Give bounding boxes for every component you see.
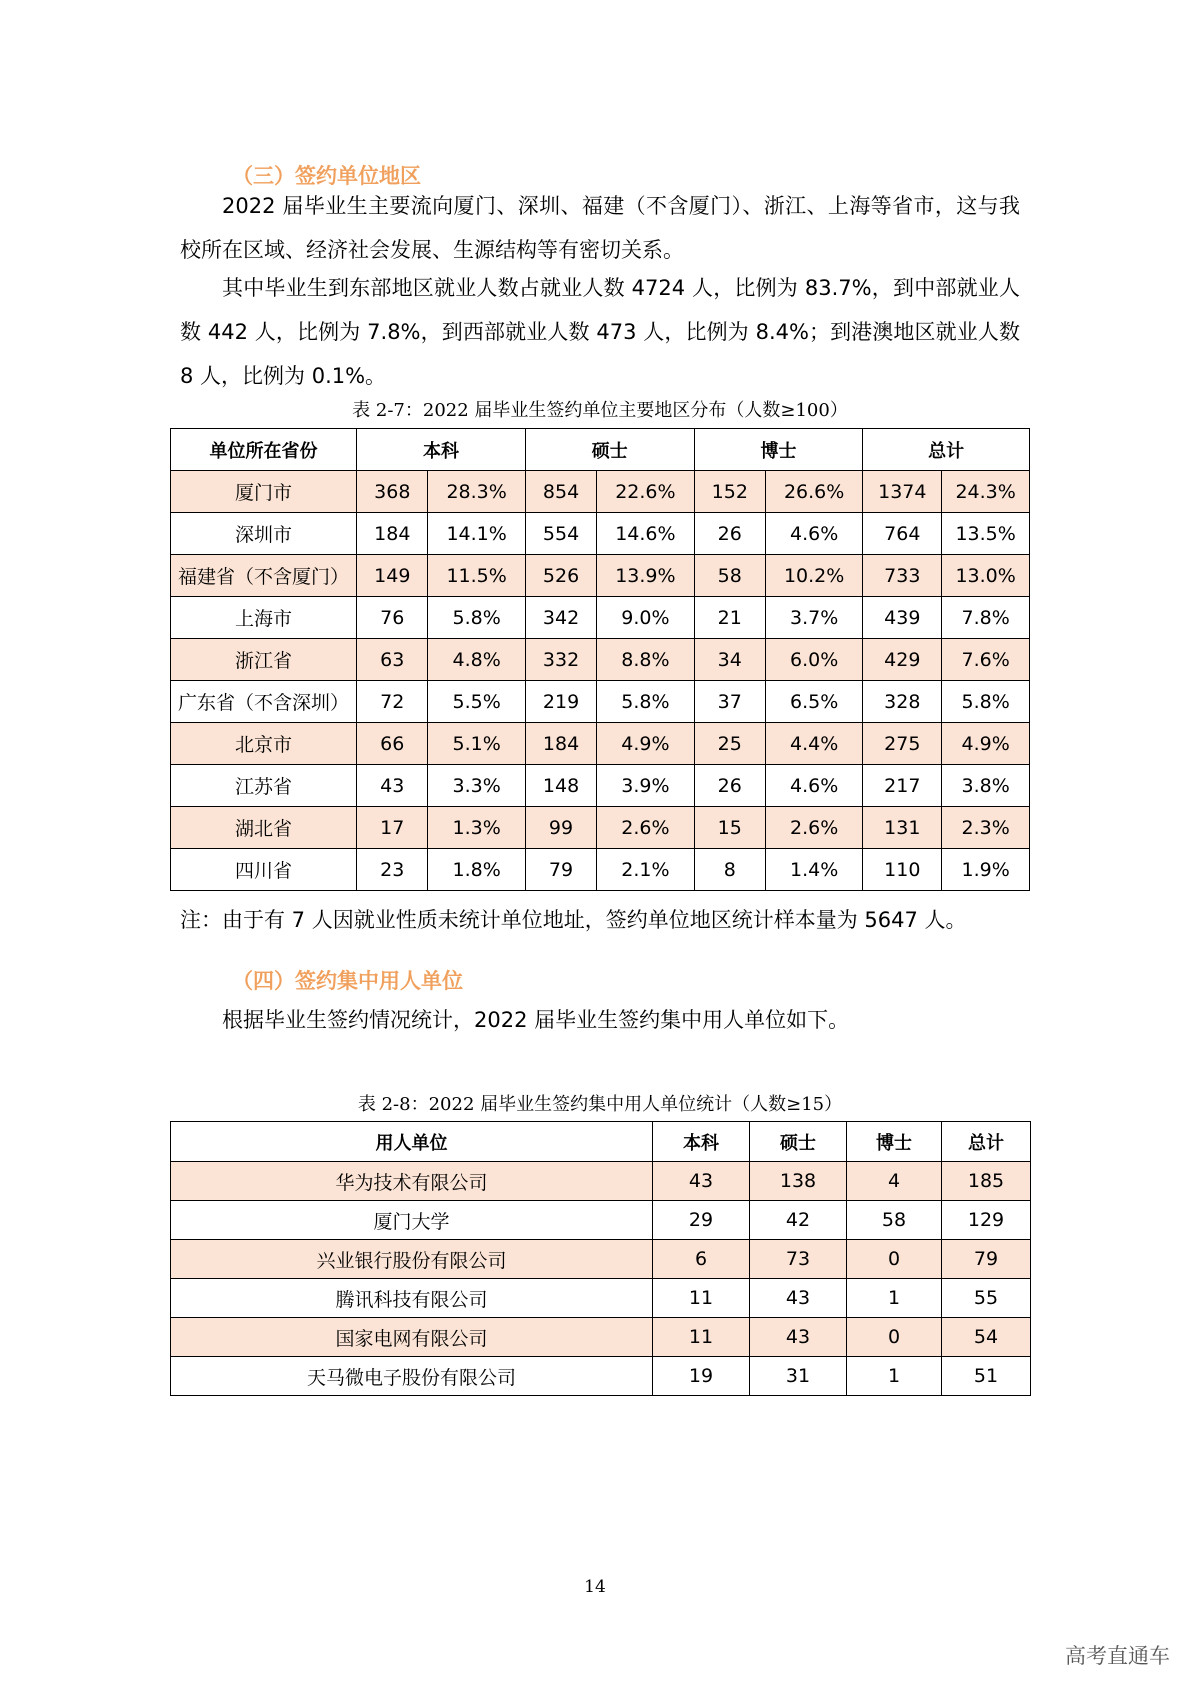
- header-cell: 硕士: [525, 429, 694, 471]
- value-cell: 11: [653, 1279, 750, 1318]
- table-row: [171, 1279, 1031, 1318]
- value-cell: 55: [942, 1279, 1031, 1318]
- value-cell: 5.8%: [597, 681, 694, 723]
- value-cell: 14.1%: [428, 513, 525, 555]
- value-cell: 79: [942, 1240, 1031, 1279]
- value-cell: 19: [653, 1357, 750, 1396]
- value-cell: 4.9%: [942, 723, 1030, 765]
- row-label-cell: 湖北省: [171, 807, 357, 849]
- value-cell: 25: [694, 723, 765, 765]
- value-cell: 3.9%: [597, 765, 694, 807]
- section-heading-employers: （四）签约集中用人单位: [232, 969, 463, 993]
- value-cell: 34: [694, 639, 765, 681]
- value-cell: 4.8%: [428, 639, 525, 681]
- header-cell: 硕士: [750, 1122, 847, 1162]
- row-label-cell: 福建省（不含厦门）: [171, 555, 357, 597]
- table-header-row: [171, 1122, 1031, 1162]
- value-cell: 6: [653, 1240, 750, 1279]
- table-row: [171, 765, 1030, 807]
- table-row: [171, 1318, 1031, 1357]
- value-cell: 13.5%: [942, 513, 1030, 555]
- value-cell: 13.9%: [597, 555, 694, 597]
- value-cell: 217: [863, 765, 942, 807]
- value-cell: 0: [847, 1318, 942, 1357]
- row-label-cell: 北京市: [171, 723, 357, 765]
- value-cell: 8.8%: [597, 639, 694, 681]
- table-row: [171, 639, 1030, 681]
- value-cell: 526: [525, 555, 596, 597]
- table-row: [171, 723, 1030, 765]
- header-cell: 用人单位: [171, 1122, 653, 1162]
- value-cell: 43: [653, 1162, 750, 1201]
- value-cell: 129: [942, 1201, 1031, 1240]
- value-cell: 368: [357, 471, 428, 513]
- value-cell: 58: [694, 555, 765, 597]
- table-caption-region: 表 2-7：2022 届毕业生签约单位主要地区分布（人数≥100）: [352, 400, 848, 421]
- value-cell: 1.3%: [428, 807, 525, 849]
- value-cell: 17: [357, 807, 428, 849]
- value-cell: 23: [357, 849, 428, 891]
- value-cell: 149: [357, 555, 428, 597]
- paragraph-region-overview: 2022 届毕业生主要流向厦门、深圳、福建（不含厦门）、浙江、上海等省市，这与我校所在区域、经济社会发展、生源结构等有密切关系。: [180, 194, 1020, 262]
- header-cell: 单位所在省份: [171, 429, 357, 471]
- value-cell: 43: [750, 1318, 847, 1357]
- row-label-cell: 厦门大学: [171, 1201, 653, 1240]
- value-cell: 2.6%: [597, 807, 694, 849]
- table-row: [171, 681, 1030, 723]
- table-note: 注：由于有 7 人因就业性质未统计单位地址，签约单位地区统计样本量为 5647 人。: [180, 908, 967, 932]
- value-cell: 76: [357, 597, 428, 639]
- value-cell: 11: [653, 1318, 750, 1357]
- value-cell: 43: [750, 1279, 847, 1318]
- value-cell: 99: [525, 807, 596, 849]
- page-number: 14: [584, 1577, 606, 1597]
- table-row: [171, 471, 1030, 513]
- value-cell: 31: [750, 1357, 847, 1396]
- value-cell: 184: [525, 723, 596, 765]
- value-cell: 6.0%: [765, 639, 862, 681]
- value-cell: 1: [847, 1357, 942, 1396]
- value-cell: 58: [847, 1201, 942, 1240]
- row-label-cell: 浙江省: [171, 639, 357, 681]
- value-cell: 131: [863, 807, 942, 849]
- value-cell: 554: [525, 513, 596, 555]
- header-cell: 博士: [694, 429, 863, 471]
- value-cell: 5.8%: [428, 597, 525, 639]
- value-cell: 54: [942, 1318, 1031, 1357]
- value-cell: 4: [847, 1162, 942, 1201]
- value-cell: 1.4%: [765, 849, 862, 891]
- value-cell: 5.1%: [428, 723, 525, 765]
- value-cell: 9.0%: [597, 597, 694, 639]
- value-cell: 5.5%: [428, 681, 525, 723]
- table-row: [171, 555, 1030, 597]
- header-cell: 本科: [357, 429, 526, 471]
- value-cell: 72: [357, 681, 428, 723]
- value-cell: 79: [525, 849, 596, 891]
- watermark: 高考直通车: [1065, 1644, 1170, 1668]
- row-label-cell: 四川省: [171, 849, 357, 891]
- table-caption-employers: 表 2-8：2022 届毕业生签约集中用人单位统计（人数≥15）: [357, 1094, 843, 1115]
- value-cell: 439: [863, 597, 942, 639]
- value-cell: 51: [942, 1357, 1031, 1396]
- row-label-cell: 厦门市: [171, 471, 357, 513]
- value-cell: 15: [694, 807, 765, 849]
- value-cell: 43: [357, 765, 428, 807]
- value-cell: 66: [357, 723, 428, 765]
- row-label-cell: 江苏省: [171, 765, 357, 807]
- value-cell: 5.8%: [942, 681, 1030, 723]
- value-cell: 332: [525, 639, 596, 681]
- value-cell: 138: [750, 1162, 847, 1201]
- value-cell: 1.8%: [428, 849, 525, 891]
- row-label-cell: 腾讯科技有限公司: [171, 1279, 653, 1318]
- value-cell: 2.6%: [765, 807, 862, 849]
- row-label-cell: 上海市: [171, 597, 357, 639]
- table-row: [171, 597, 1030, 639]
- row-label-cell: 兴业银行股份有限公司: [171, 1240, 653, 1279]
- value-cell: 1: [847, 1279, 942, 1318]
- value-cell: 26: [694, 765, 765, 807]
- value-cell: 4.4%: [765, 723, 862, 765]
- value-cell: 148: [525, 765, 596, 807]
- employer-table: [170, 1121, 1031, 1396]
- value-cell: 2.3%: [942, 807, 1030, 849]
- value-cell: 3.7%: [765, 597, 862, 639]
- value-cell: 4.9%: [597, 723, 694, 765]
- table-row: [171, 1240, 1031, 1279]
- value-cell: 8: [694, 849, 765, 891]
- value-cell: 764: [863, 513, 942, 555]
- value-cell: 733: [863, 555, 942, 597]
- value-cell: 4.6%: [765, 765, 862, 807]
- row-label-cell: 广东省（不含深圳）: [171, 681, 357, 723]
- value-cell: 328: [863, 681, 942, 723]
- table-row: [171, 513, 1030, 555]
- header-cell: 总计: [942, 1122, 1031, 1162]
- value-cell: 110: [863, 849, 942, 891]
- table-row: [171, 807, 1030, 849]
- value-cell: 1.9%: [942, 849, 1030, 891]
- value-cell: 42: [750, 1201, 847, 1240]
- value-cell: 7.8%: [942, 597, 1030, 639]
- value-cell: 10.2%: [765, 555, 862, 597]
- header-cell: 本科: [653, 1122, 750, 1162]
- table-row: [171, 1357, 1031, 1396]
- table-header-row: [171, 429, 1030, 471]
- value-cell: 37: [694, 681, 765, 723]
- value-cell: 26.6%: [765, 471, 862, 513]
- value-cell: 22.6%: [597, 471, 694, 513]
- value-cell: 28.3%: [428, 471, 525, 513]
- value-cell: 184: [357, 513, 428, 555]
- value-cell: 152: [694, 471, 765, 513]
- value-cell: 21: [694, 597, 765, 639]
- table-row: [171, 849, 1030, 891]
- header-cell: 博士: [847, 1122, 942, 1162]
- value-cell: 13.0%: [942, 555, 1030, 597]
- section-heading-region: （三）签约单位地区: [232, 164, 421, 188]
- value-cell: 275: [863, 723, 942, 765]
- value-cell: 219: [525, 681, 596, 723]
- row-label-cell: 天马微电子股份有限公司: [171, 1357, 653, 1396]
- table-row: [171, 1162, 1031, 1201]
- paragraph-region-breakdown: 其中毕业生到东部地区就业人数占就业人数 4724 人，比例为 83.7%，到中部就业人数 442 人，比例为 7.8%，到西部就业人数 473 人，比例为 8.4%；到港澳地区就业人数 8 人，比例为 0.1%。: [180, 276, 1020, 388]
- value-cell: 185: [942, 1162, 1031, 1201]
- value-cell: 11.5%: [428, 555, 525, 597]
- value-cell: 6.5%: [765, 681, 862, 723]
- row-label-cell: 国家电网有限公司: [171, 1318, 653, 1357]
- value-cell: 1374: [863, 471, 942, 513]
- value-cell: 3.3%: [428, 765, 525, 807]
- value-cell: 24.3%: [942, 471, 1030, 513]
- value-cell: 7.6%: [942, 639, 1030, 681]
- value-cell: 429: [863, 639, 942, 681]
- value-cell: 342: [525, 597, 596, 639]
- paragraph-employers-intro: 根据毕业生签约情况统计，2022 届毕业生签约集中用人单位如下。: [222, 1008, 850, 1032]
- value-cell: 2.1%: [597, 849, 694, 891]
- value-cell: 26: [694, 513, 765, 555]
- value-cell: 4.6%: [765, 513, 862, 555]
- row-label-cell: 华为技术有限公司: [171, 1162, 653, 1201]
- header-cell: 总计: [863, 429, 1030, 471]
- value-cell: 3.8%: [942, 765, 1030, 807]
- value-cell: 63: [357, 639, 428, 681]
- value-cell: 14.6%: [597, 513, 694, 555]
- value-cell: 73: [750, 1240, 847, 1279]
- table-row: [171, 1201, 1031, 1240]
- value-cell: 29: [653, 1201, 750, 1240]
- value-cell: 854: [525, 471, 596, 513]
- value-cell: 0: [847, 1240, 942, 1279]
- row-label-cell: 深圳市: [171, 513, 357, 555]
- region-distribution-table: [170, 428, 1030, 891]
